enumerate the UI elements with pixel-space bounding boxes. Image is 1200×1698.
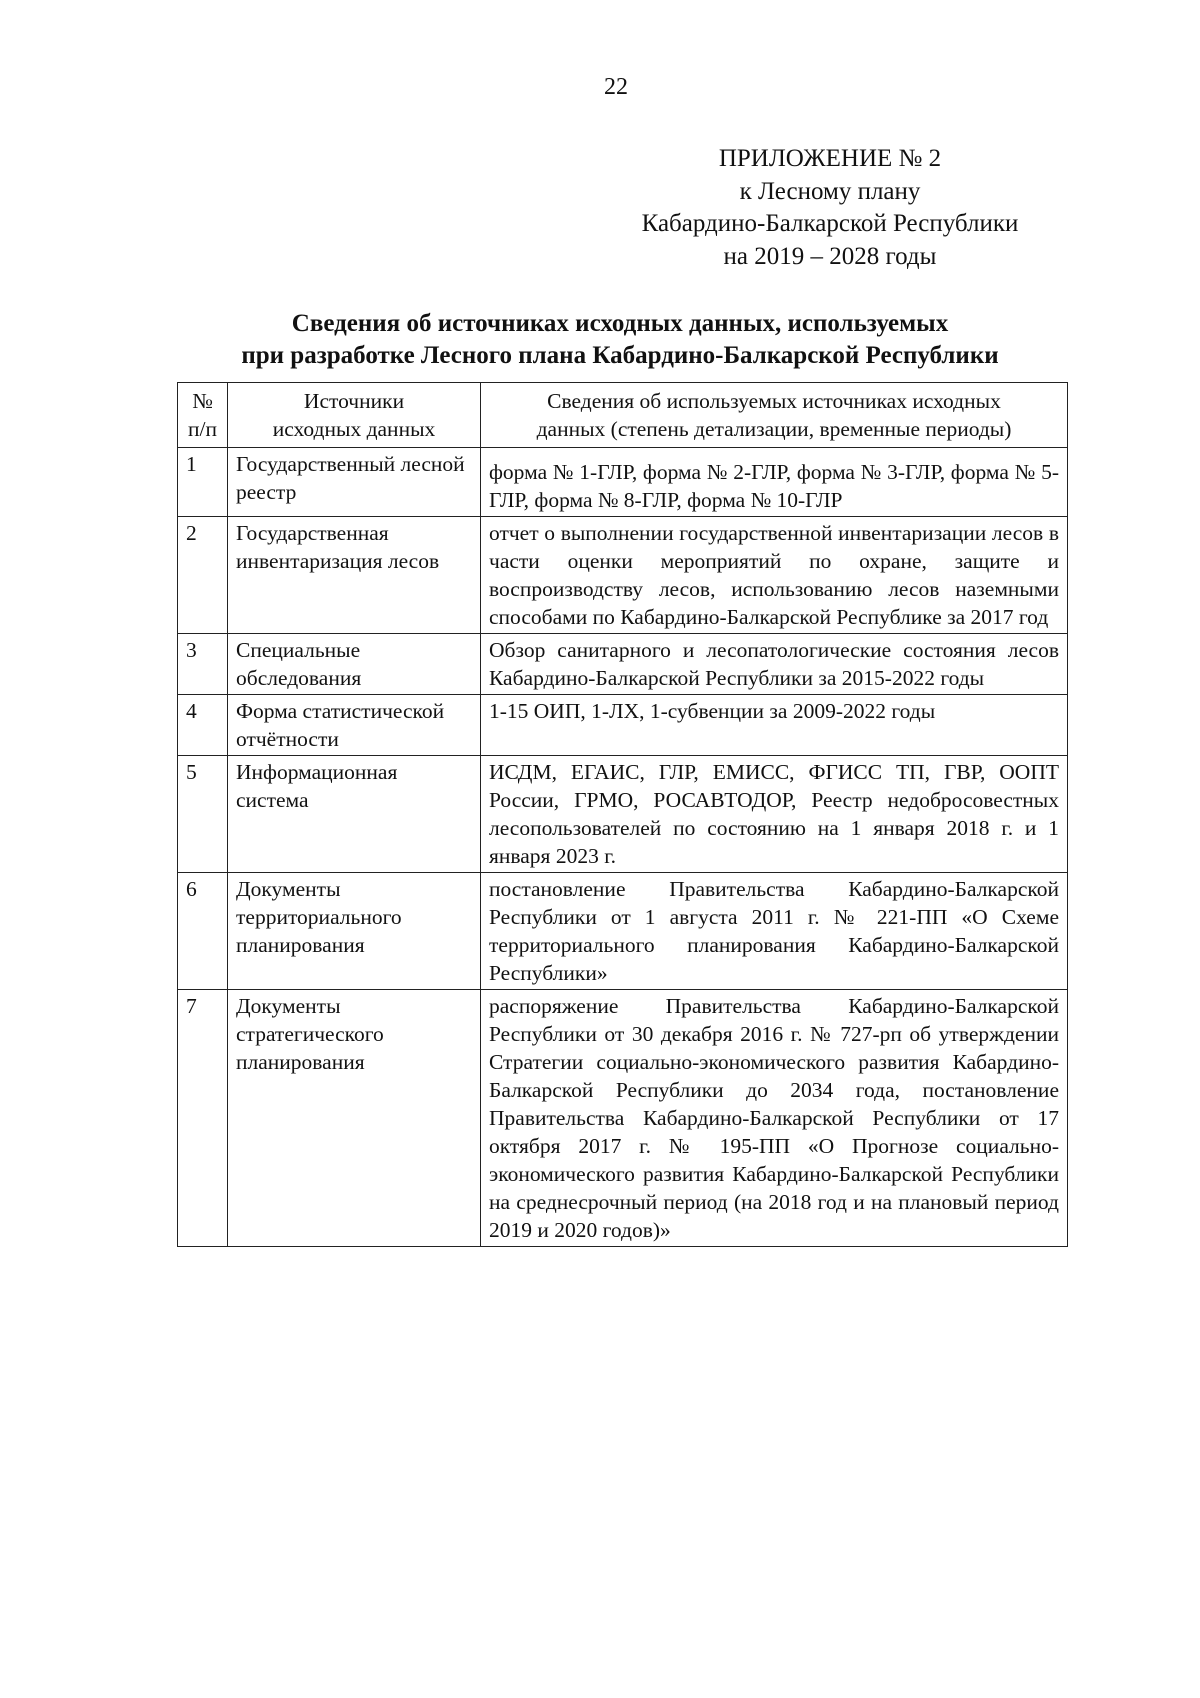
header-number-line-1: № xyxy=(192,389,213,413)
header-number-line-2: п/п xyxy=(188,417,217,441)
row-details: распоряжение Правительства Кабардино-Балкарской Республики от 30 декабря 2016 г. № 727-рп об утверждении Стратегии социально-экономического развития Кабардино-Балкарской Республики до 2034 года, постановление Правительства Кабардино-Балкарской Республики от 17 октября 2017 г. № 195-ПП «О Прогнозе социально-экономического развития Кабардино-Балкарской Республики на среднесрочный период (на 2018 год и на плановый период 2019 и 2020 годов)» xyxy=(481,990,1068,1247)
table-row xyxy=(178,695,1068,756)
row-details: ИСДМ, ЕГАИС, ГЛР, ЕМИСС, ФГИСС ТП, ГВР, ООПТ России, ГРМО, РОСАВТОДОР, Реестр недобросовестных лесопользователей по состоянию на 1 января 2018 г. и 1 января 2023 г. xyxy=(481,756,1068,873)
document-title xyxy=(120,308,1120,372)
appendix-line-4: на 2019 – 2028 годы xyxy=(723,242,937,270)
row-number: 6 xyxy=(178,873,228,990)
row-source: Специальные обследования xyxy=(228,634,481,695)
appendix-line-2: к Лесному плану xyxy=(739,177,921,205)
title-line-2: при разработке Лесного плана Кабардино-Балкарской Республики xyxy=(241,342,999,369)
row-source: Государственный лесной реестр xyxy=(228,448,481,517)
header-details-line-2: данных (степень детализации, временные периоды) xyxy=(536,417,1012,441)
row-source: Документы стратегического планирования xyxy=(228,990,481,1247)
row-number: 1 xyxy=(178,448,228,517)
table-row xyxy=(178,873,1068,990)
header-source-line-1: Источники xyxy=(303,389,405,413)
row-number: 4 xyxy=(178,695,228,756)
row-source: Форма статистической отчётности xyxy=(228,695,481,756)
appendix-block xyxy=(560,143,1100,273)
appendix-line-1: ПРИЛОЖЕНИЕ № 2 xyxy=(718,145,942,172)
row-details: форма № 1-ГЛР, форма № 2-ГЛР, форма № 3-ГЛР, форма № 5-ГЛР, форма № 8-ГЛР, форма № 10-ГЛР xyxy=(481,448,1068,517)
header-source-line-2: исходных данных xyxy=(272,417,436,441)
row-number: 3 xyxy=(178,634,228,695)
row-details: постановление Правительства Кабардино-Балкарской Республики от 1 августа 2011 г. № 221-ПП «О Схеме территориального планирования Кабардино-Балкарской Республики» xyxy=(481,873,1068,990)
table-row xyxy=(178,756,1068,873)
header-source xyxy=(228,383,481,448)
title-line-1: Сведения об источниках исходных данных, используемых xyxy=(291,310,949,337)
row-number: 7 xyxy=(178,990,228,1247)
header-details xyxy=(481,383,1068,448)
sources-table xyxy=(177,382,1068,1247)
page-number: 22 xyxy=(604,74,628,100)
row-number: 2 xyxy=(178,517,228,634)
row-details: 1-15 ОИП, 1-ЛХ, 1-субвенции за 2009-2022 годы xyxy=(481,695,1068,756)
table-header-row xyxy=(178,383,1068,448)
table-row xyxy=(178,634,1068,695)
row-number: 5 xyxy=(178,756,228,873)
table-row xyxy=(178,448,1068,517)
table-row xyxy=(178,517,1068,634)
row-details: Обзор санитарного и лесопатологические состояния лесов Кабардино-Балкарской Республики за 2015-2022 годы xyxy=(481,634,1068,695)
header-details-line-1: Сведения об используемых источниках исходных xyxy=(547,389,1001,413)
row-details: отчет о выполнении государственной инвентаризации лесов в части оценки мероприятий по охране, защите и воспроизводству лесов, использованию лесов наземными способами по Кабардино-Балкарской Республике за 2017 год xyxy=(481,517,1068,634)
table-row xyxy=(178,990,1068,1247)
header-number xyxy=(178,383,228,448)
row-source: Информационная система xyxy=(228,756,481,873)
row-source: Государственная инвентаризация лесов xyxy=(228,517,481,634)
appendix-line-3: Кабардино-Балкарской Республики xyxy=(641,210,1019,237)
row-source: Документы территориального планирования xyxy=(228,873,481,990)
